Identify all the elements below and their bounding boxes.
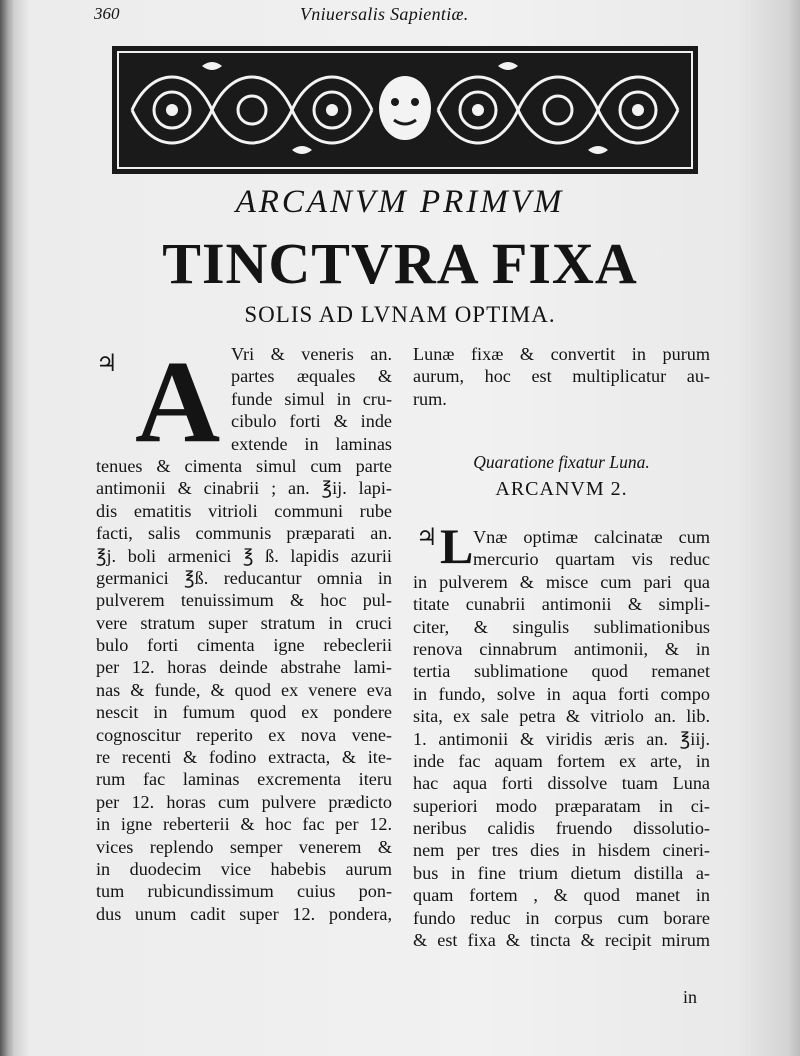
text-line: vices replendo semper venerem & [96,836,392,857]
sub-title: SOLIS AD LVNAM OPTIMA. [244,302,556,327]
running-title: Vniuersalis Sapientiæ. [300,4,469,24]
section-caption: Quaratione fixatur Luna. [473,452,650,472]
ornamental-headpiece [112,46,698,174]
gutter-shadow [0,0,14,1056]
text-line: germanici ℥ß. reducantur omnia in [96,567,392,588]
page-number: 360 [94,4,120,23]
text-line: bulo forti cimenta igne rebeclerii [96,635,392,656]
right-column [413,526,710,951]
text-line: titate cunabrii antimonii & simpli- [413,594,710,615]
text-line: per 12. horas deinde abstrahe lami- [96,657,392,678]
jupiter-symbol-left: ♃ [96,351,118,377]
text-line: neribus calidis fruendo dissolutio- [413,818,710,839]
text-line: aurum, hoc est multiplicatur au- [413,366,710,387]
text-line: rum. [413,388,447,409]
arcanum-title: ARCANVM PRIMVM [235,184,565,220]
text-line: ℥j. boli armenici ℥ ß. lapidis azurii [96,545,392,566]
text-line: dis ematitis vitrioli communi rube [96,500,392,521]
text-line: in fundo, solve in aqua forti compo [413,683,710,704]
main-title: TINCTVRA FIXA [162,231,638,296]
headpiece-graphic [112,46,698,174]
text-line: Lunæ fixæ & convertit in purum [413,344,710,364]
text-line: facti, salis communis præparati an. [96,523,392,544]
text-line: Vnæ optimæ calcinatæ cum [473,527,710,547]
page-edge [788,0,800,1056]
text-line: tum rubicundissimum cuius pon- [96,881,392,902]
text-line: in igne reberterii & hoc fac per 12. [96,814,392,835]
text-line: funde simul in cru- [231,388,392,409]
section-heading: ARCANVM 2. [495,478,628,500]
text-line: Vri & veneris an. [231,344,392,364]
text-line: inde fac aquam fortem ex arte, in [413,750,710,771]
text-line: tenues & cimenta simul cum parte [96,455,392,476]
text-line: 1. antimonii & viridis æris an. ℥iij. [413,728,710,749]
text-line: nem per tres dies in hisdem cineri- [413,840,710,861]
text-line: nas & funde, & quod ex venere eva [96,679,392,700]
right-column-top [413,343,710,410]
jupiter-symbol-right: ♃ [416,525,438,551]
text-line: pulverem tenuissimum & hoc pul- [96,590,392,611]
text-line: in pulverem & misce cum pari qua [413,571,710,592]
text-line: sita, ex sale petra & vitriolo an. lib. [413,706,710,727]
dropcap-left: A [135,336,221,467]
text-line: mercurio quartam vis reduc [473,549,710,570]
text-line: bus in fine trium dietum distilla a- [413,862,710,883]
text-line: tertia sublimatione quod remanet [413,661,710,682]
text-line: fundo reduc in corpus cum borare [413,907,710,928]
text-line: cibulo forti & inde [231,411,392,432]
text-line: citer, & singulis sublimationibus [413,616,710,637]
text-line: antimonii & cinabrii ; an. ℥ij. lapi- [96,478,392,499]
text-line: hac aqua forti dissolve tuam Luna [413,773,710,794]
text-line: rum fac laminas excrementa iteru [96,769,392,790]
dropcap-right: L [440,518,474,574]
text-line: & est fixa & tincta & recipit mirum [413,930,710,951]
text-line: vere stratum super stratum in cruci [96,612,392,633]
text-line: dus unum cadit super 12. pondera, [96,903,392,924]
text-line: quam fortem , & quod manet in [413,885,710,906]
text-line: re recenti & fodino extracta, & ite- [96,747,392,768]
text-line: nescit in fumum quod ex pondere [96,702,392,723]
text-line: superiori modo præparatam in ci- [413,795,710,816]
catchword: in [683,987,698,1007]
text-line: partes æquales & [231,366,392,387]
text-line: per 12. horas cum pulvere prædicto [96,791,392,812]
running-head [0,2,800,26]
text-line: in duodecim vice habebis aurum [96,858,392,879]
text-line: extende in laminas [231,433,392,454]
text-line: renova cinnabrum antimonii, & in [413,638,710,659]
text-line: cognoscitur reperito ex nova vene- [96,724,392,745]
left-column [96,336,392,925]
